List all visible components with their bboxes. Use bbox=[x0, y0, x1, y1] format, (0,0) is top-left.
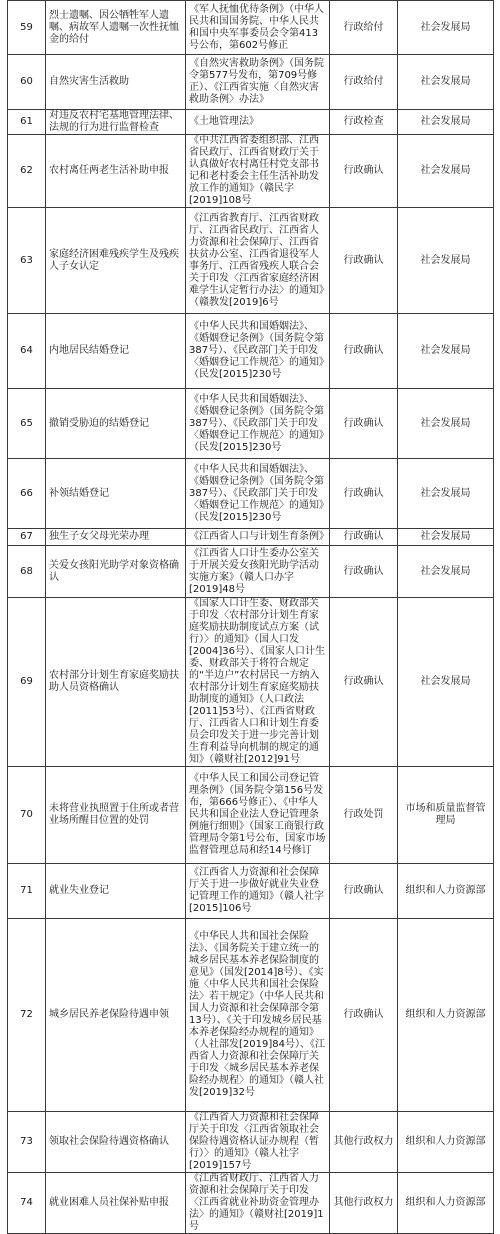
legal-basis-cell: 《江西省人力资源和社会保障厅关于印发〈江西省领取社会保险待遇资格认证办规程（暂行）〉的通知》（赣人社字[2019]157号 bbox=[186, 1112, 330, 1173]
item-name-cell: 独生子女父母光荣办理 bbox=[46, 529, 186, 546]
table-row bbox=[8, 110, 494, 135]
row-number-cell: 60 bbox=[8, 55, 46, 110]
item-name-cell: 补领结婚登记 bbox=[46, 459, 186, 529]
legal-basis-cell: 《中共江西省委组织部、江西省民政厅、江西省财政厅关于认真做好农村离任村党支部书记和老村委会主任生活补助发放工作的通知》（赣民字[2019]108号 bbox=[186, 135, 330, 208]
row-number-cell: 72 bbox=[8, 919, 46, 1112]
item-name-cell: 未将营业执照置于住所或者营业场所醒目位置的处罚 bbox=[46, 767, 186, 864]
department-cell: 社会发展局 bbox=[398, 110, 494, 135]
power-type-cell: 行政给付 bbox=[330, 1, 398, 55]
legal-basis-cell: 《中华人民共和国婚姻法》、《婚姻登记条例》（国务院令第387号）、《民政部门关于印发〈婚姻登记工作规范〉的通知》（民发[2015]230号 bbox=[186, 314, 330, 389]
department-cell: 组织和人力资源部 bbox=[398, 1112, 494, 1173]
department-cell: 社会发展局 bbox=[398, 598, 494, 767]
table-row bbox=[8, 546, 494, 598]
row-number-cell: 61 bbox=[8, 110, 46, 135]
row-number-cell: 64 bbox=[8, 314, 46, 389]
power-type-cell: 行政确认 bbox=[330, 314, 398, 389]
power-type-cell: 行政确认 bbox=[330, 208, 398, 314]
item-name-cell: 就业困难人员社保补贴申报 bbox=[46, 1173, 186, 1234]
item-name-cell: 撤销受胁迫的结婚登记 bbox=[46, 389, 186, 459]
table-row bbox=[8, 529, 494, 546]
department-cell: 社会发展局 bbox=[398, 208, 494, 314]
table-row bbox=[8, 767, 494, 864]
item-name-cell: 领取社会保险待遇资格确认 bbox=[46, 1112, 186, 1173]
row-number-cell: 74 bbox=[8, 1173, 46, 1234]
legal-basis-cell: 《自然灾害救助条例》（国务院令第577号发布，第709号修正）、《江西省实施〈自然灾害救助条例〉办法》 bbox=[186, 55, 330, 110]
table-row bbox=[8, 598, 494, 767]
table-row bbox=[8, 314, 494, 389]
legal-basis-cell: 《江西省财政厅、江西省人力资源和社会保障厅关于印发〈江西省就业补助资金管理办法〉的通知》（赣财社[2019]1号 bbox=[186, 1173, 330, 1234]
row-number-cell: 68 bbox=[8, 546, 46, 598]
table-row bbox=[8, 1112, 494, 1173]
legal-basis-cell: 《江西省人口计生委办公室关于开展关爱女孩阳光助学活动实施方案》（赣人口办字[2019]48号 bbox=[186, 546, 330, 598]
department-cell: 组织和人力资源部 bbox=[398, 1173, 494, 1234]
table-row bbox=[8, 864, 494, 919]
legal-basis-cell: 《江西省人口与计划生育条例》 bbox=[186, 529, 330, 546]
row-number-cell: 66 bbox=[8, 459, 46, 529]
table-row bbox=[8, 389, 494, 459]
item-name-cell: 关爱女孩阳光助学对象资格确认 bbox=[46, 546, 186, 598]
power-type-cell: 行政确认 bbox=[330, 529, 398, 546]
row-number-cell: 59 bbox=[8, 1, 46, 55]
power-type-cell: 行政确认 bbox=[330, 598, 398, 767]
power-type-cell: 行政确认 bbox=[330, 389, 398, 459]
power-type-cell: 行政给付 bbox=[330, 55, 398, 110]
legal-basis-cell: 《中华人民工和国公司登记管理条例》（国务院令第156号发布，第666号修正）、《中华人民共和国企业法人登记管理条例施行细则》（国家工商银行政管理局令第1号公布，国家市场监督管理总局和经14号修订 bbox=[186, 767, 330, 864]
legal-basis-cell: 《中华民人共和国社会保险法》、《国务院关于建立统一的城乡居民基本养老保险制度的意见》（国发[2014]8号）、《实施〈中华人民共和国社会保险法〉若干规定》（中华人民共和国人力资源和社会保障部令第13号）、《关于印发城乡居民基本养老保险经办规程的通知》（人社部发[2019]84号）、《江西省人力资源和社会保障厅关于印发〈城乡居民基本养老保险经办规程〉的通知》（赣人社发[2019]32号 bbox=[186, 919, 330, 1112]
item-name-cell: 内地居民结婚登记 bbox=[46, 314, 186, 389]
row-number-cell: 71 bbox=[8, 864, 46, 919]
item-name-cell: 就业失业登记 bbox=[46, 864, 186, 919]
legal-basis-cell: 《中华人民共和国婚姻法》、《婚姻登记条例》（国务院令第387号）、《民政部门关于印发〈婚姻登记工作规范〉的通知》（民发[2015]230号 bbox=[186, 389, 330, 459]
table-row bbox=[8, 459, 494, 529]
row-number-cell: 73 bbox=[8, 1112, 46, 1173]
row-number-cell: 67 bbox=[8, 529, 46, 546]
legal-basis-cell: 《土地管理法》 bbox=[186, 110, 330, 135]
power-type-cell: 行政确认 bbox=[330, 135, 398, 208]
table-row bbox=[8, 208, 494, 314]
power-type-cell: 其他行政权力 bbox=[330, 1173, 398, 1234]
department-cell: 社会发展局 bbox=[398, 459, 494, 529]
row-number-cell: 70 bbox=[8, 767, 46, 864]
table-row bbox=[8, 1173, 494, 1234]
legal-basis-cell: 《江西省人力资源和社会保障厅关于进一步做好就业失业登记管理工作的通知》（赣人社字[2015]106号 bbox=[186, 864, 330, 919]
power-type-cell: 行政检查 bbox=[330, 110, 398, 135]
department-cell: 组织和人力资源部 bbox=[398, 864, 494, 919]
department-cell: 组织和人力资源部 bbox=[398, 919, 494, 1112]
table-row bbox=[8, 919, 494, 1112]
table-row bbox=[8, 55, 494, 110]
item-name-cell: 自然灾害生活救助 bbox=[46, 55, 186, 110]
department-cell: 社会发展局 bbox=[398, 55, 494, 110]
power-type-cell: 行政确认 bbox=[330, 459, 398, 529]
legal-basis-cell: 《国家人口计生委、财政部关于印发〈农村部分计划生育家庭奖励扶助制度试点方案（试行）〉的通知》（国人口发[2004]36号）、《国家人口计生委、财政部关于将符合规定的“半边户”农村居民一方纳入农村部分计划生育家庭奖励扶助制度的通知》（人口政法[2011]53号）、《江西省财政厅、江西省人口和计划生育委员会印发关于进一步完善计划生育利益导向机制的规定的通知》（赣财社[2012]91号 bbox=[186, 598, 330, 767]
row-number-cell: 65 bbox=[8, 389, 46, 459]
table-row bbox=[8, 135, 494, 208]
item-name-cell: 烈士遗嘱、因公牺牲军人遗嘱、病故军人遗嘱一次性抚恤金的给付 bbox=[46, 1, 186, 55]
table-body bbox=[8, 1, 494, 1234]
department-cell: 社会发展局 bbox=[398, 1, 494, 55]
department-cell: 社会发展局 bbox=[398, 389, 494, 459]
department-cell: 社会发展局 bbox=[398, 546, 494, 598]
row-number-cell: 62 bbox=[8, 135, 46, 208]
department-cell: 市场和质量监督管理局 bbox=[398, 767, 494, 864]
row-number-cell: 69 bbox=[8, 598, 46, 767]
department-cell: 社会发展局 bbox=[398, 529, 494, 546]
table-row bbox=[8, 1, 494, 55]
department-cell: 社会发展局 bbox=[398, 314, 494, 389]
power-type-cell: 行政处罚 bbox=[330, 767, 398, 864]
power-type-cell: 行政确认 bbox=[330, 864, 398, 919]
document-table bbox=[7, 0, 494, 1234]
legal-basis-cell: 《江西省教育厅、江西省财政厅、江西省民政厅、江西省人力资源和社会保障厅、江西省扶贫办公室、江西省退役军人事务厅、江西省残疾人联合会关于印发〈江西省家庭经济困难学生认定暂行办法〉的通知》（赣教发[2019]6号 bbox=[186, 208, 330, 314]
power-type-cell: 行政确认 bbox=[330, 919, 398, 1112]
power-type-cell: 其他行政权力 bbox=[330, 1112, 398, 1173]
item-name-cell: 城乡居民养老保险待遇申领 bbox=[46, 919, 186, 1112]
item-name-cell: 家庭经济困难残疾学生及残疾人子女认定 bbox=[46, 208, 186, 314]
legal-basis-cell: 《军人抚恤优待条例》（中华人民共和国国务院、中华人民共和国中央军事委员会令第413号公布，第602号修正 bbox=[186, 1, 330, 55]
department-cell: 社会发展局 bbox=[398, 135, 494, 208]
row-number-cell: 63 bbox=[8, 208, 46, 314]
item-name-cell: 农村离任两老生活补助申报 bbox=[46, 135, 186, 208]
item-name-cell: 农村部分计划生育家庭奖励扶助人员资格确认 bbox=[46, 598, 186, 767]
power-type-cell: 行政确认 bbox=[330, 546, 398, 598]
legal-basis-cell: 《中华人民共和国婚姻法》、《婚姻登记条例》（国务院令第387号）、《民政部门关于印发〈婚姻登记工作规范〉的通知》（民发[2015]230号 bbox=[186, 459, 330, 529]
item-name-cell: 对违反农村宅基地管理法律、法规的行为进行监督检查 bbox=[46, 110, 186, 135]
